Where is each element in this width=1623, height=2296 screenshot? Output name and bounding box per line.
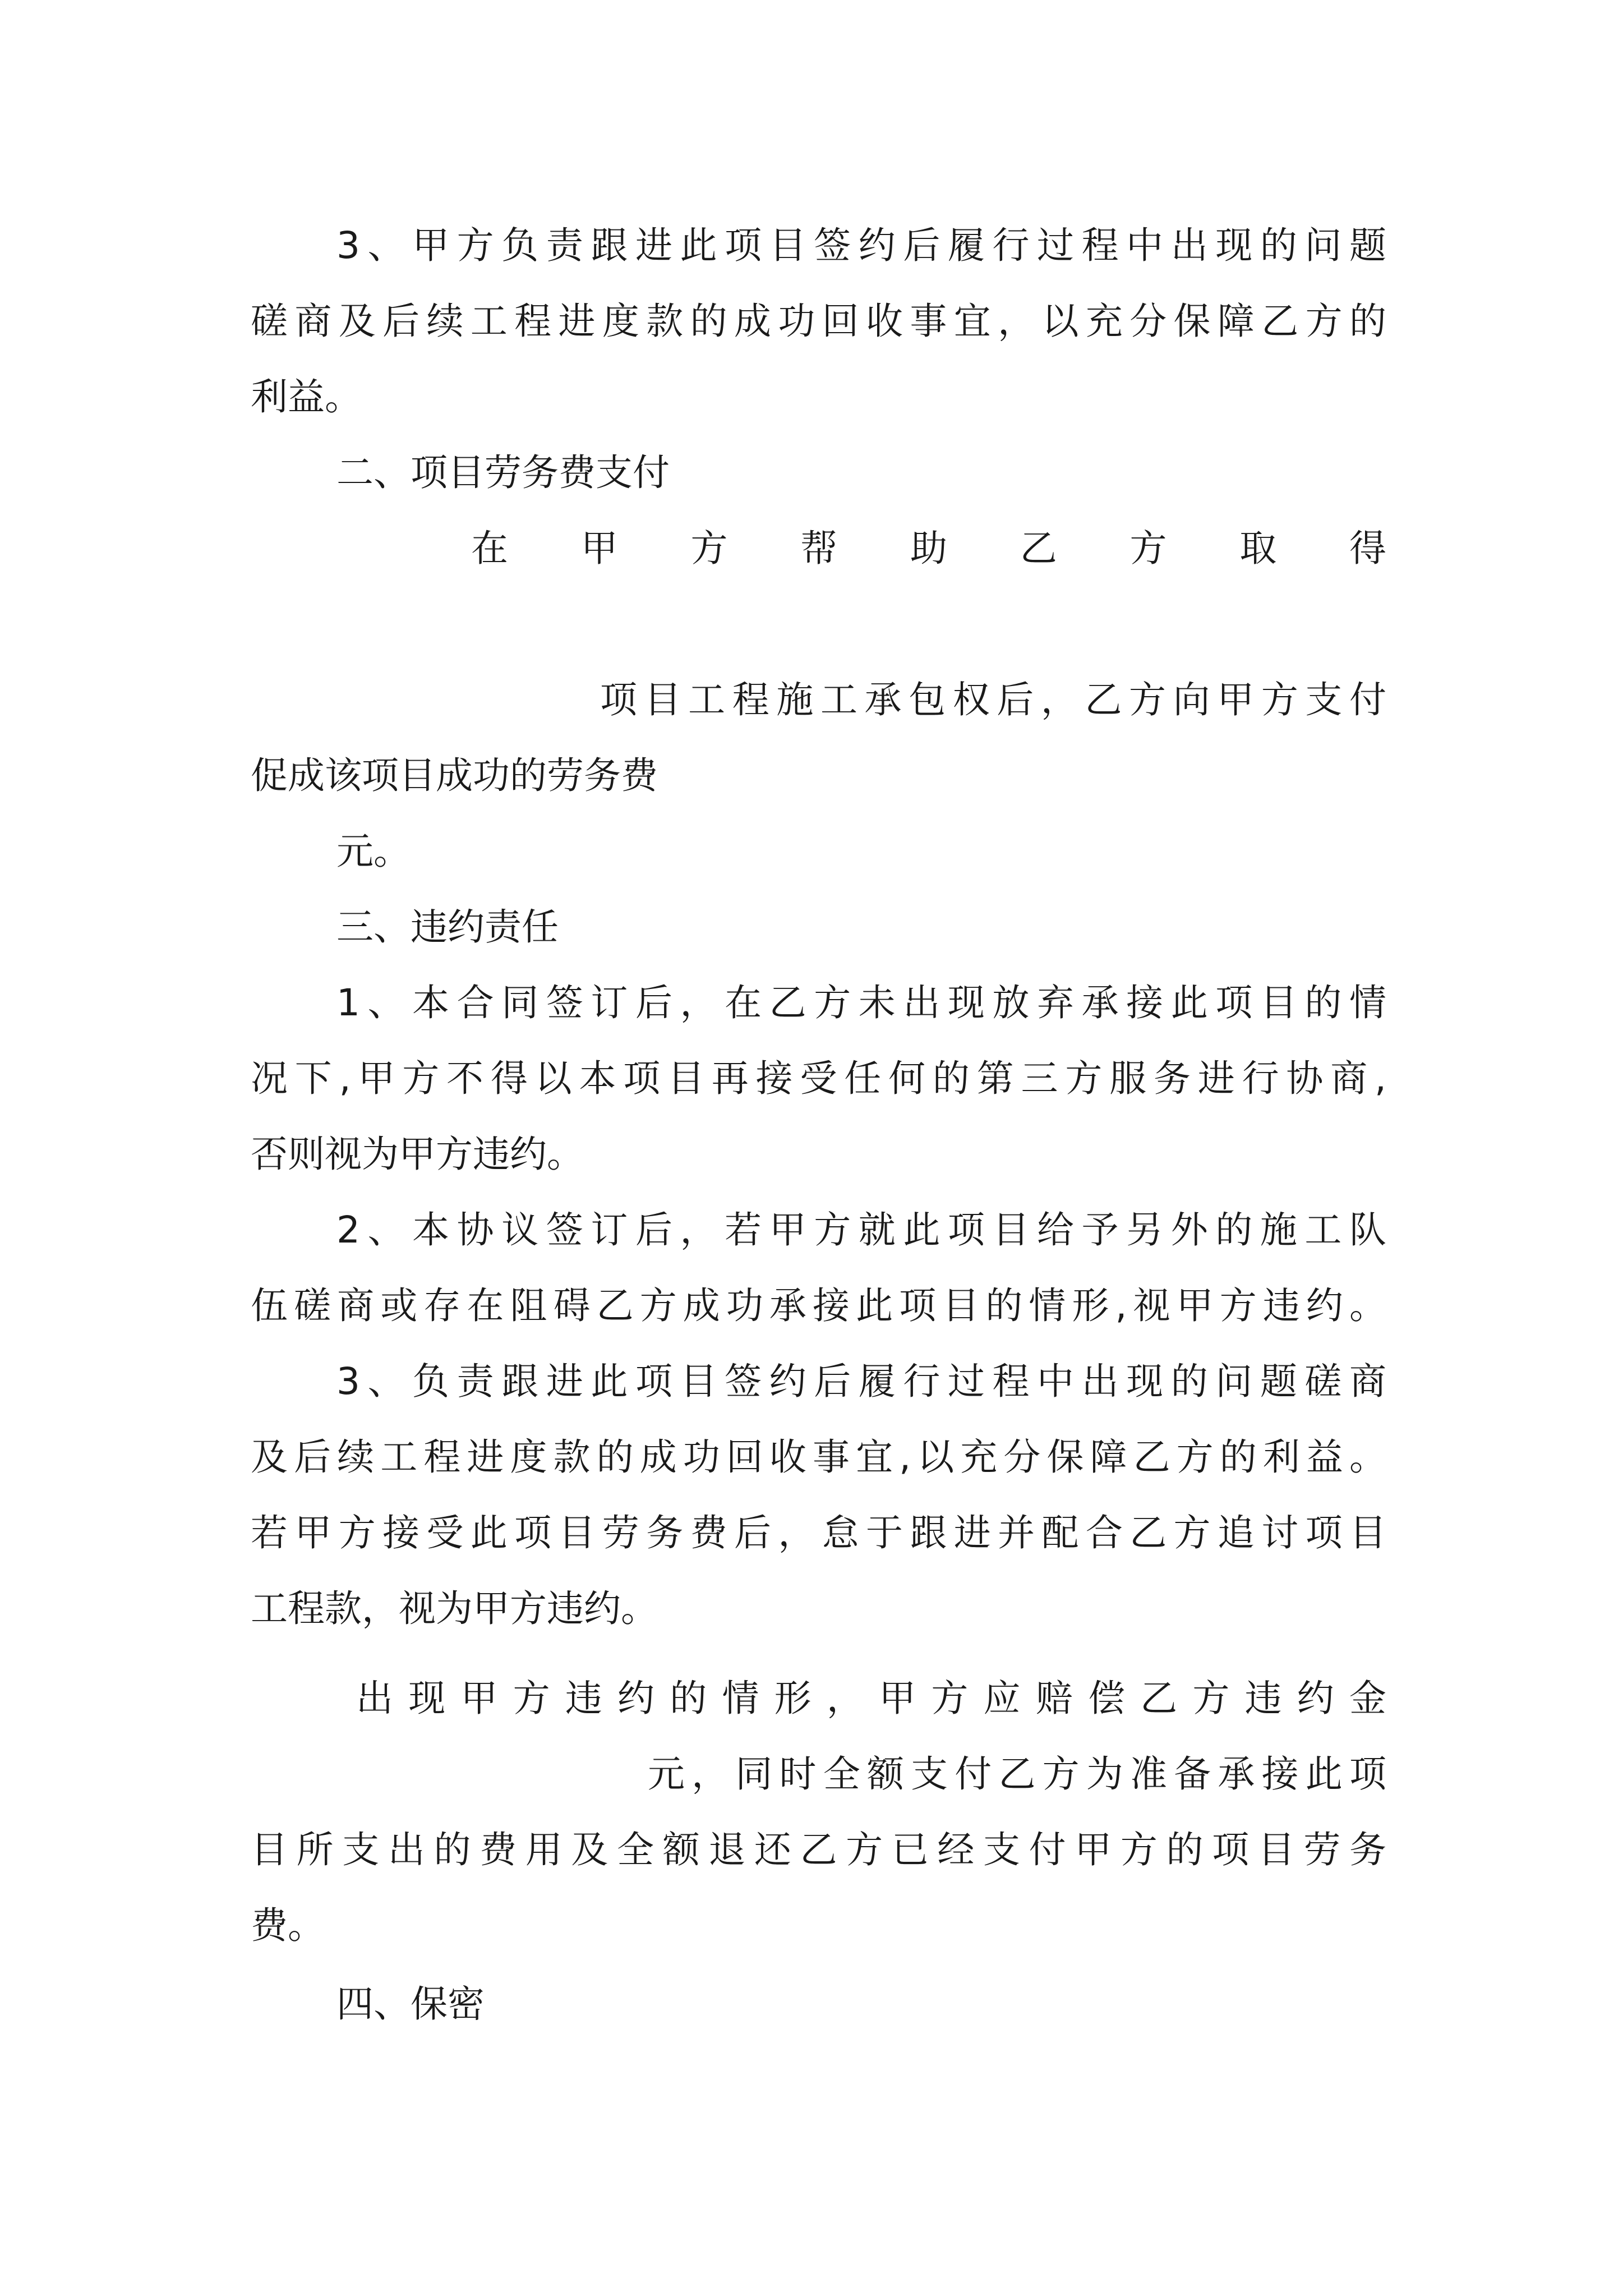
paragraph-line: 伍磋商或存在阻碍乙方成功承接此项目的情形,视甲方违约。 [251,1284,1386,1327]
section-heading: 三、违约责任 [336,905,559,949]
paragraph-line: 出现甲方违约的情形，甲方应赔偿乙方违约金 [356,1677,1386,1720]
paragraph-line: 磋商及后续工程进度款的成功回收事宜，以充分保障乙方的 [251,300,1386,343]
paragraph-line: 利益。 [251,375,362,418]
paragraph-line: 在甲方帮助乙方取得 [471,527,1386,570]
paragraph-line: 若甲方接受此项目劳务费后，怠于跟进并配合乙方追讨项目 [251,1511,1386,1554]
paragraph-line: 3、负责跟进此项目签约后履行过程中出现的问题磋商 [336,1360,1386,1403]
paragraph-line: 及后续工程进度款的成功回收事宜,以充分保障乙方的利益。 [251,1435,1386,1479]
section-heading: 二、项目劳务费支付 [336,451,670,494]
paragraph-line: 工程款，视为甲方违约。 [251,1587,658,1630]
paragraph-line: 2、本协议签订后，若甲方就此项目给予另外的施工队 [336,1208,1386,1251]
paragraph-line: 促成该项目成功的劳务费 [251,754,658,797]
paragraph-line: 目所支出的费用及全额退还乙方已经支付甲方的项目劳务 [251,1828,1386,1871]
paragraph-line: 元，同时全额支付乙方为准备承接此项 [648,1752,1386,1796]
paragraph-line: 否则视为甲方违约。 [251,1133,584,1176]
paragraph-line: 费。 [251,1904,325,1947]
section-heading: 四、保密 [336,1982,485,2026]
paragraph-line: 况下,甲方不得以本项目再接受任何的第三方服务进行协商, [251,1057,1386,1100]
paragraph-line: 1、本合同签订后，在乙方未出现放弃承接此项目的情 [336,981,1386,1024]
paragraph-line: 元。 [336,830,411,873]
paragraph-line: 项目工程施工承包权后，乙方向甲方支付 [600,678,1386,721]
paragraph-line: 3、甲方负责跟进此项目签约后履行过程中出现的问题 [336,224,1386,267]
